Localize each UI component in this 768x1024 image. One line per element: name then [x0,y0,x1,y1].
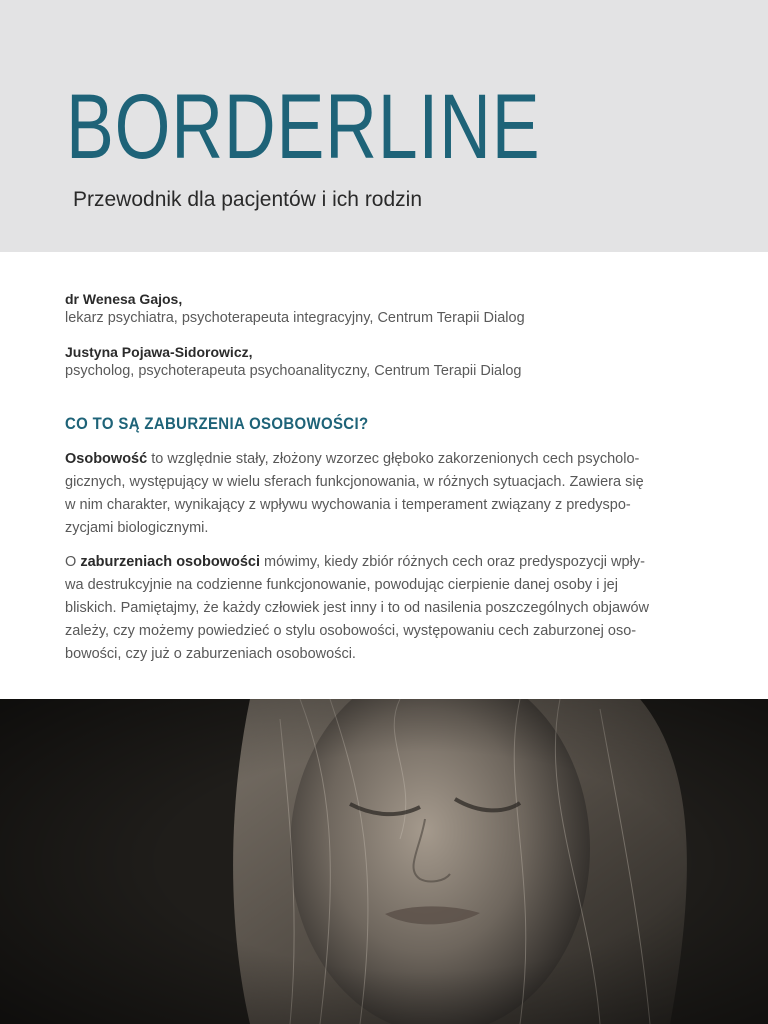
paragraph-line: wa destrukcyjnie na codzienne funkcjonowanie, powodując cierpienie danej osoby i jej [65,577,618,593]
section-heading: CO TO SĄ ZABURZENIA OSOBOWOŚCI? [65,414,369,433]
paragraph-line: bowości, czy już o zaburzeniach osobowości. [65,646,356,662]
header-band [0,0,768,252]
portrait-illustration [0,699,768,1024]
paragraph-line [65,551,705,574]
author-role: lekarz psychiatra, psychoterapeuta integracyjny, Centrum Terapii Dialog [65,310,525,326]
bold-term: Osobowość [65,451,148,467]
authors-block [65,290,715,396]
document-title: BORDERLINE [66,76,541,178]
portrait-photo [0,699,768,1024]
author-role: psycholog, psychoterapeuta psychoanalityczny, Centrum Terapii Dialog [65,363,522,379]
paragraph-personality [65,448,705,540]
paragraph-line: gicznych, występujący w wielu sferach funkcjonowania, w różnych sytuacjach. Zawiera się [65,474,644,490]
bold-term: zaburzeniach osobowości [80,554,260,570]
paragraph-line: bliskich. Pamiętajmy, że każdy człowiek jest inny i to od nasilenia poszczególnych objawów [65,600,650,616]
body-text [65,448,705,677]
author-entry [65,290,715,328]
paragraph-line: w nim charakter, wynikający z wpływu wychowania i temperament związany z predyspo- [65,497,631,513]
line-text: mówimy, kiedy zbiór różnych cech oraz predyspozycji wpły- [259,554,645,570]
author-name: dr Wenesa Gajos, [65,291,183,307]
paragraph-line: zależy, czy możemy powiedzieć o stylu osobowości, występowaniu cech zaburzonej oso- [65,623,637,639]
paragraph-disorders [65,551,705,666]
paragraph-line: zycjami biologicznymi. [65,520,209,536]
line-text: O [65,554,81,570]
paragraph-line [65,448,705,471]
author-name: Justyna Pojawa-Sidorowicz, [65,344,253,360]
document-subtitle: Przewodnik dla pacjentów i ich rodzin [73,188,423,211]
author-entry [65,343,715,381]
line-text: to względnie stały, złożony wzorzec głęboko zakorzenionych cech psycholo- [147,451,640,467]
